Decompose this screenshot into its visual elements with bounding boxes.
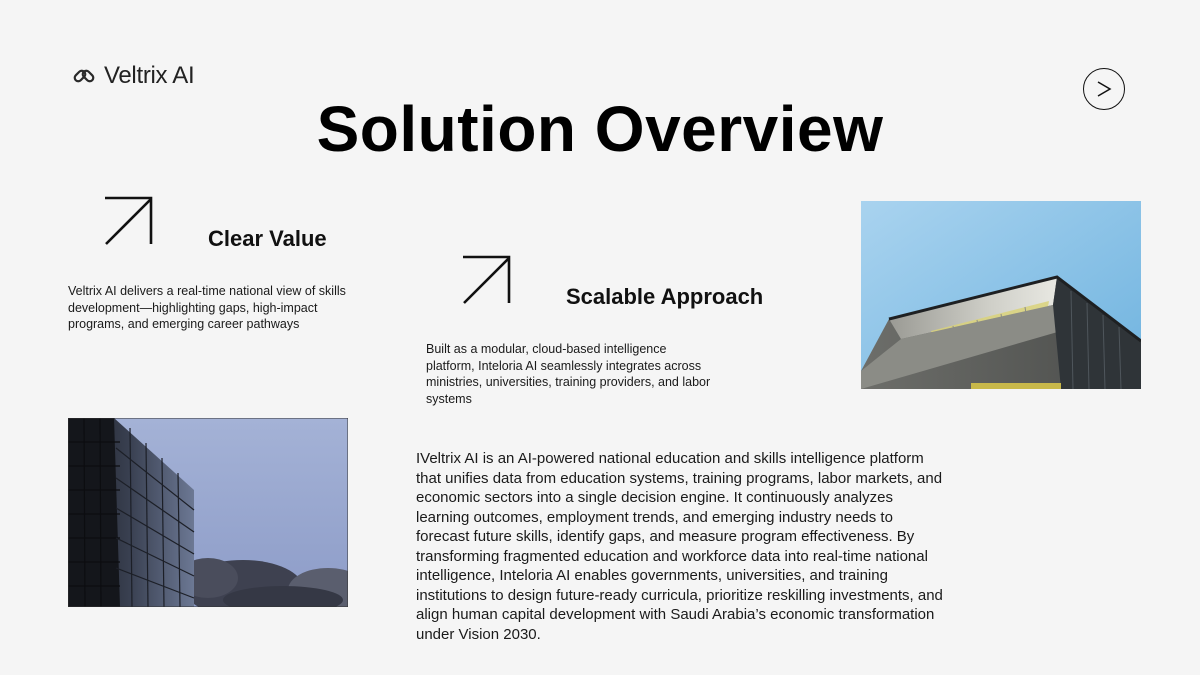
feature-description-scalable-approach: Built as a modular, cloud-based intelligence platform, Inteloria AI seamlessly integrates across ministries, universities, training providers, and labor systems bbox=[426, 342, 711, 406]
feature-heading-scalable-approach: Scalable Approach bbox=[566, 284, 764, 309]
arrow-up-right-icon bbox=[461, 254, 513, 306]
overview-paragraph: IVeltrix AI is an AI-powered national education and skills intelligence platform that unifies data from education systems, training programs, labor markets, and economic sectors into a single decision engine. It continuously analyzes learning outcomes, employment trends, and emerging industry needs to forecast future skills, identify gaps, and measure program effectiveness. By transforming fragmented education and workforce data into real-time national intelligence, Inteloria AI enables governments, universities, and training institutions to design future-ready curricula, prioritize reskilling investments, and align human capital development with Saudi Arabia’s economic transformation under Vision 2030. bbox=[416, 450, 943, 643]
glass-tower-sky-photo bbox=[68, 418, 348, 607]
modern-building-cantilever-photo bbox=[861, 201, 1141, 389]
feature-description-clear-value: Veltrix AI delivers a real-time national view of skills development—highlighting gaps, high-impact programs, and emerging career pathways bbox=[68, 284, 346, 331]
brand-name: Veltrix AI bbox=[104, 62, 195, 89]
brand-logo bbox=[72, 62, 194, 90]
page-title: Solution Overview bbox=[316, 93, 884, 165]
feature-heading-clear-value: Clear Value bbox=[208, 226, 327, 251]
arrow-up-right-icon bbox=[103, 195, 155, 247]
interlocking-links-logo-icon bbox=[72, 64, 96, 88]
